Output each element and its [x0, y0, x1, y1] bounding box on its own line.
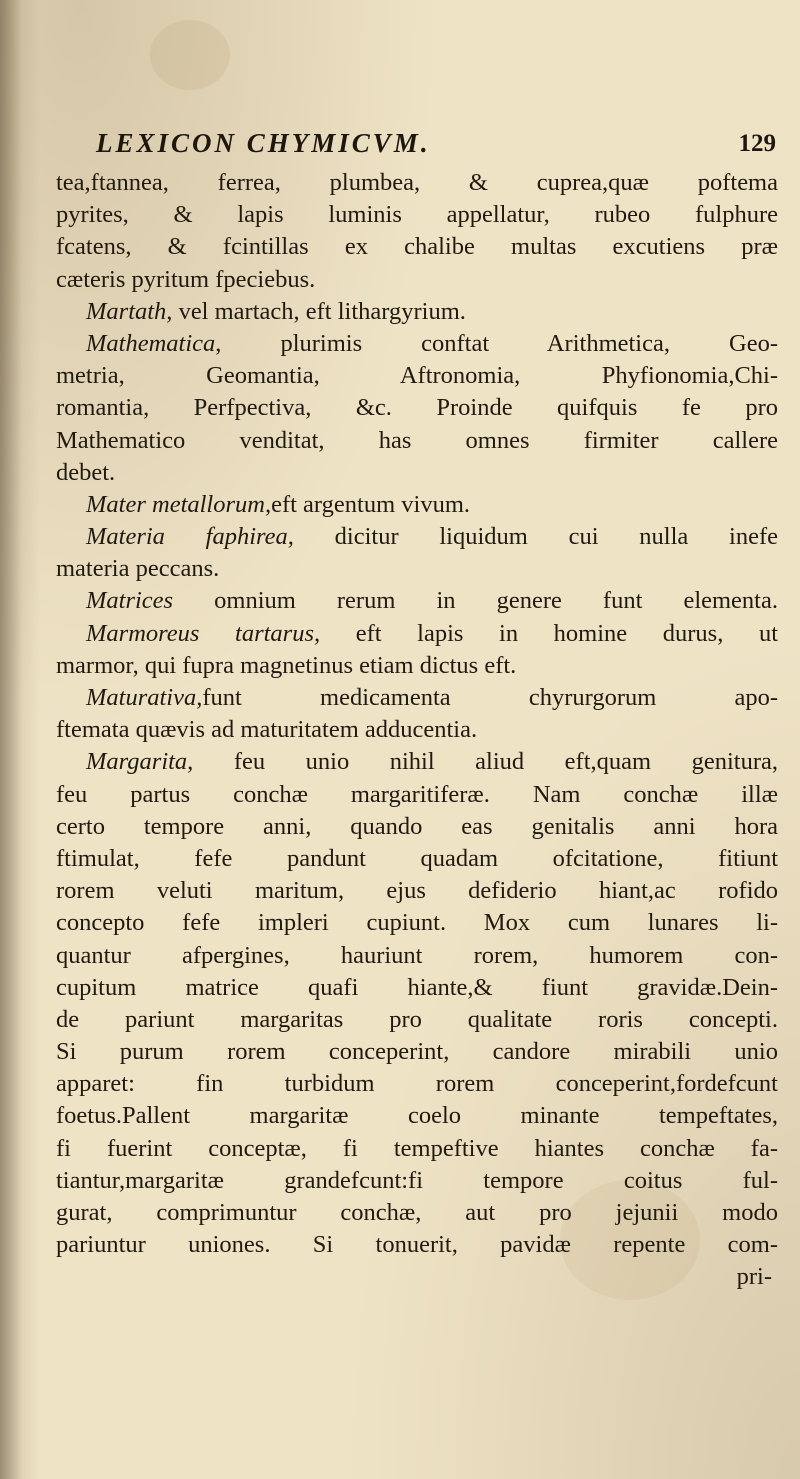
entry-text: feu unio nihil aliud eft,quam genitura,	[193, 748, 778, 776]
text-line	[56, 360, 778, 392]
text-line	[56, 618, 778, 650]
entry-text: ftimulat, fefe pandunt quadam ofcitatione, fitiunt	[56, 844, 778, 872]
entry-text: debet.	[56, 458, 116, 486]
text-line	[56, 972, 778, 1004]
entry-headword: Marmoreus tartarus,	[86, 619, 321, 647]
text-line	[56, 521, 778, 553]
entry-text: foetus.Pallent margaritæ coelo minante tempeftates,	[56, 1102, 778, 1130]
text-line	[56, 779, 778, 811]
entry-text: Si purum rorem conceperint, candore mirabili unio	[56, 1038, 778, 1066]
gutter-shadow	[0, 0, 22, 1479]
page-number: 129	[738, 130, 776, 157]
entry-text: fi fuerint conceptæ, fi tempeftive hiantes conchæ fa-	[56, 1134, 778, 1162]
text-line	[56, 940, 778, 972]
text-line	[56, 489, 778, 521]
entry-text: vel martach, eft lithargyrium.	[172, 297, 466, 325]
text-line	[56, 328, 778, 360]
entry-text: metria, Geomantia, Aftronomia, Phyfionomia,Chi-	[56, 362, 778, 390]
text-line	[56, 1197, 778, 1229]
text-line	[56, 1068, 778, 1100]
entry-headword: Matrices	[86, 587, 174, 615]
entry-text: eft argentum vivum.	[271, 490, 471, 518]
entry-text: eft lapis in homine durus, ut	[320, 619, 778, 647]
entry-headword: Materia faphirea,	[86, 523, 294, 551]
entry-text: quantur afpergines, hauriunt rorem, humorem con-	[56, 941, 778, 969]
entry-headword: Margarita,	[86, 748, 194, 776]
entry-text: cæteris pyritum fpeciebus.	[56, 265, 316, 293]
entry-text: concepto fefe impleri cupiunt. Mox cum lunares li-	[56, 909, 778, 937]
entry-text: fcatens, & fcintillas ex chalibe multas excutiens præ	[56, 233, 778, 261]
catchword: pri-	[736, 1263, 772, 1291]
entry-text: feu partus conchæ margaritiferæ. Nam conchæ illæ	[56, 780, 778, 808]
paper-stain	[150, 20, 230, 90]
text-line	[56, 264, 778, 296]
text-line	[56, 585, 778, 617]
entry-text: de pariunt margaritas pro qualitate roris concepti.	[56, 1005, 778, 1033]
entry-text: cupitum matrice quafi hiante,& fiunt gravidæ.Dein-	[56, 973, 778, 1001]
text-line	[56, 1133, 778, 1165]
entry-text: , plurimis conftat Arithmetica, Geo-	[215, 329, 778, 357]
entry-text: Mathematico venditat, has omnes firmiter callere	[56, 426, 778, 454]
entry-text: romantia, Perfpectiva, &c. Proinde quifquis fe pro	[56, 394, 778, 422]
entry-text: omnium rerum in genere funt elementa.	[173, 587, 778, 615]
text-line	[56, 167, 778, 199]
text-line	[56, 231, 778, 263]
text-line	[56, 907, 778, 939]
text-line	[56, 425, 778, 457]
text-line	[56, 1100, 778, 1132]
text-line	[56, 392, 778, 424]
text-line	[56, 746, 778, 778]
entry-text: certo tempore anni, quando eas genitalis anni hora	[56, 812, 778, 840]
text-line	[56, 843, 778, 875]
text-line	[56, 714, 778, 746]
dictionary-text	[56, 167, 778, 1294]
running-head: LEXICON CHYMICVM.	[96, 128, 431, 158]
entry-text: pariuntur uniones. Si tonuerit, pavidæ repente com-	[56, 1231, 778, 1259]
text-line	[56, 1165, 778, 1197]
entry-headword: Mathematica	[86, 329, 216, 357]
entry-headword: Mater metallorum,	[86, 490, 272, 518]
text-line	[56, 1036, 778, 1068]
text-line	[56, 682, 778, 714]
text-line	[56, 875, 778, 907]
page-header	[96, 128, 776, 168]
text-line	[56, 1229, 778, 1261]
entry-text: funt medicamenta chyrurgorum apo-	[202, 684, 778, 711]
entry-text: apparet: fin turbidum rorem conceperint,fordefcunt	[56, 1070, 778, 1098]
entry-text: rorem veluti maritum, ejus defiderio hiant,ac rofido	[56, 877, 778, 905]
text-line	[56, 296, 778, 328]
text-line	[56, 811, 778, 843]
text-line	[56, 1004, 778, 1036]
entry-text: tiantur,margaritæ grandefcunt:fi tempore coitus ful-	[56, 1166, 778, 1194]
entry-text: dicitur liquidum cui nulla inefe	[293, 523, 778, 551]
text-line	[56, 553, 778, 585]
entry-headword: Maturativa,	[86, 684, 203, 711]
entry-text: pyrites, & lapis luminis appellatur, rubeo fulphure	[56, 201, 778, 229]
entry-headword: Martath,	[86, 297, 173, 325]
text-line	[56, 650, 778, 682]
entry-text: materia peccans.	[56, 555, 220, 583]
entry-text: gurat, comprimuntur conchæ, aut pro jejunii modo	[56, 1199, 778, 1226]
text-line	[56, 457, 778, 489]
entry-text: tea,ftannea, ferrea, plumbea, & cuprea,quæ poftema	[56, 169, 778, 196]
entry-text: ftemata quævis ad maturitatem adducentia.	[56, 716, 478, 744]
text-line	[56, 199, 778, 231]
entry-text: marmor, qui fupra magnetinus etiam dictus eft.	[56, 651, 517, 679]
